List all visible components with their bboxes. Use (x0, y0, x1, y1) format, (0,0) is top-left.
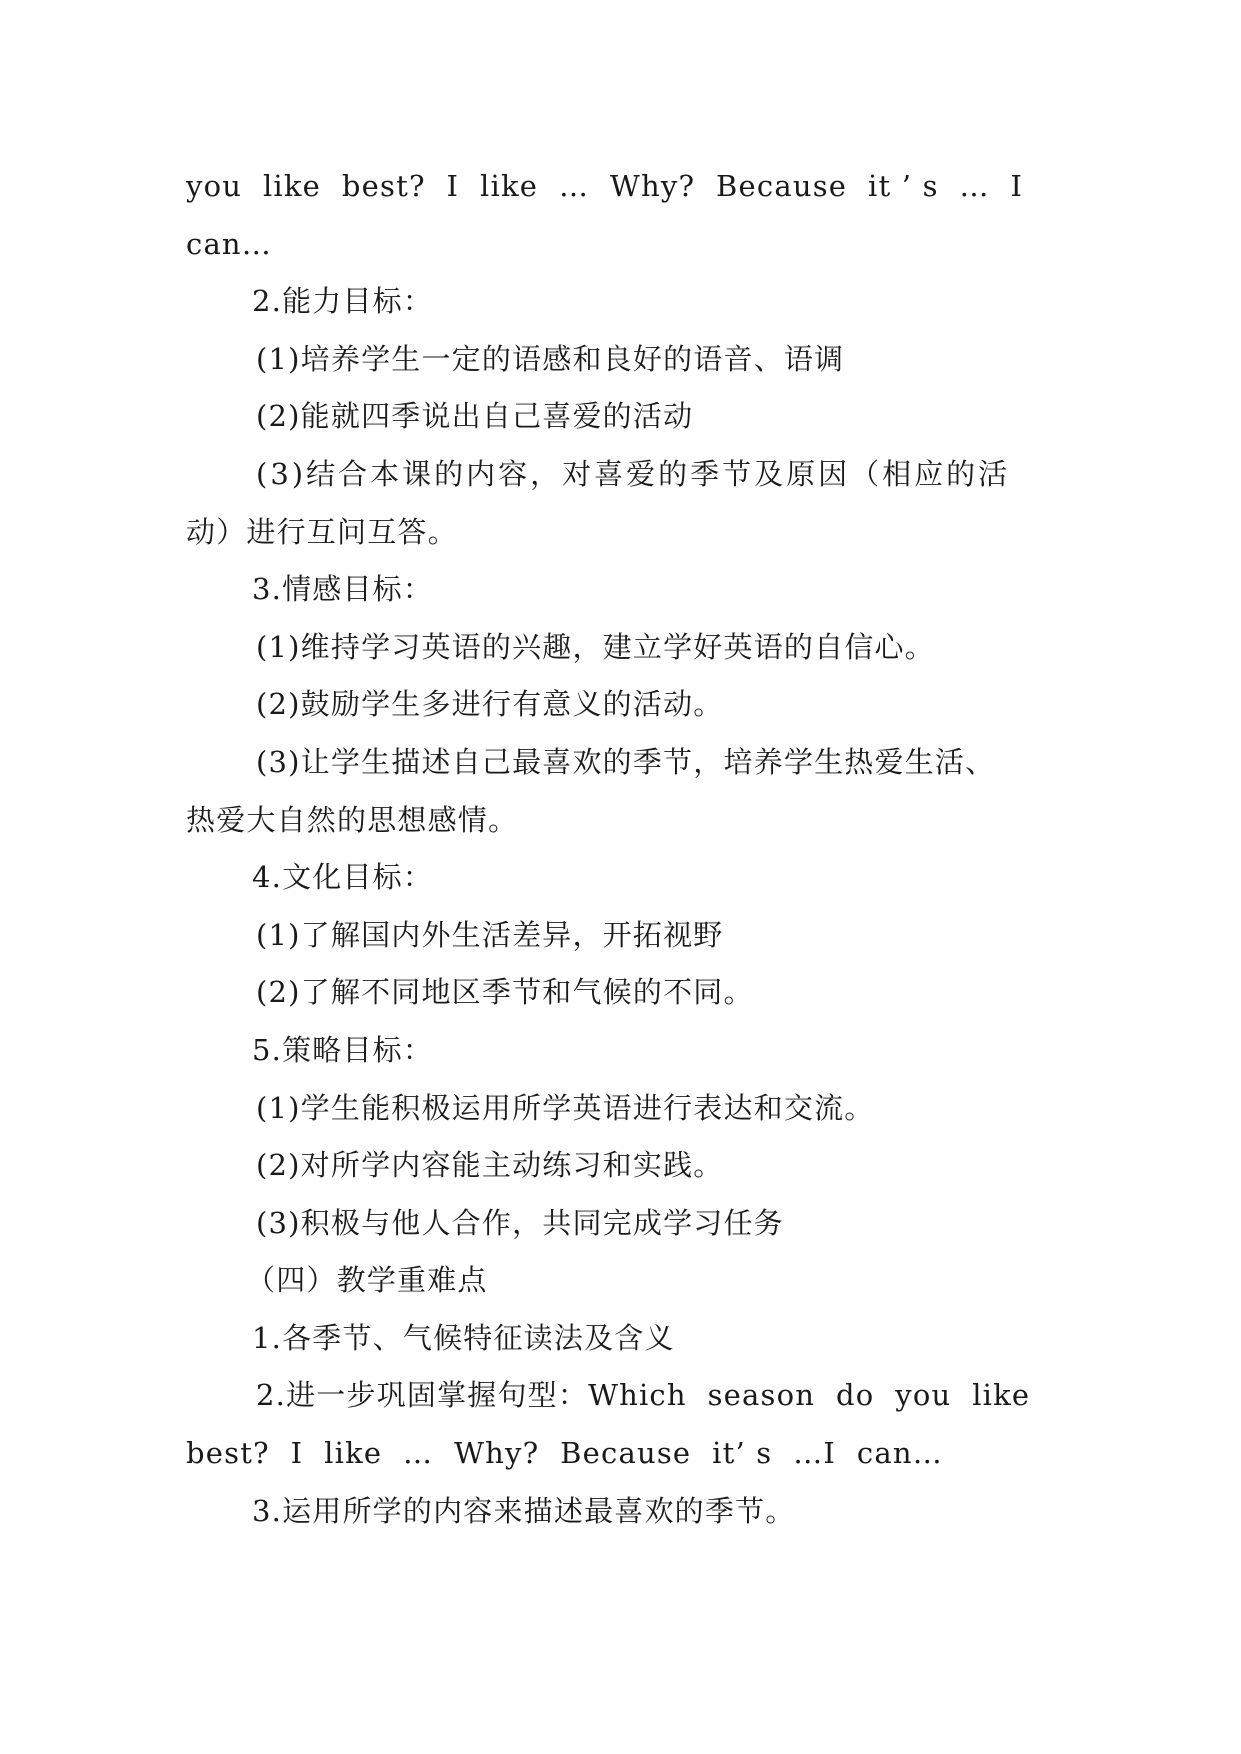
list-item: (2)了解不同地区季节和气候的不同。 (256, 975, 754, 1010)
text-line: best? I like … Why? Because it’ s …I can… (186, 1436, 943, 1471)
text-line: you like best? I like … Why? Because it ’ s … I (186, 169, 1024, 203)
list-item: (3)结合本课的内容，对喜爱的季节及原因（相应的活 (256, 456, 1011, 491)
list-item: (1)了解国内外生活差异，开拓视野 (256, 917, 724, 952)
text-line: 动）进行互问互答。 (186, 514, 458, 549)
list-item: 1.各季节、气候特征读法及含义 (252, 1320, 675, 1355)
list-item: (1)学生能积极运用所学英语进行表达和交流。 (256, 1090, 875, 1125)
list-item: (2)能就四季说出自己喜爱的活动 (256, 399, 694, 434)
document-body (186, 158, 1056, 1540)
section-heading: 3.情感目标： (252, 572, 434, 607)
list-item: (1)培养学生一定的语感和良好的语音、语调 (256, 341, 845, 376)
list-item: (2)对所学内容能主动练习和实践。 (256, 1148, 724, 1183)
section-heading: 4.文化目标： (252, 860, 434, 895)
section-heading: 5.策略目标： (252, 1032, 434, 1067)
section-heading: （四）教学重难点 (246, 1263, 488, 1298)
list-item: (2)鼓励学生多进行有意义的活动。 (256, 687, 724, 722)
list-item: 3.运用所学的内容来描述最喜欢的季节。 (252, 1493, 796, 1528)
text-line: can… (186, 226, 273, 261)
list-item: (1)维持学习英语的兴趣，建立学好英语的自信心。 (256, 629, 935, 664)
list-item: 2.进一步巩固掌握句型：Which season do you like (256, 1378, 1031, 1413)
list-item: (3)让学生描述自己最喜欢的季节，培养学生热爱生活、 (256, 744, 996, 779)
section-heading: 2.能力目标： (252, 284, 434, 319)
list-item: (3)积极与他人合作，共同完成学习任务 (256, 1205, 784, 1240)
text-line: 热爱大自然的思想感情。 (186, 802, 519, 837)
